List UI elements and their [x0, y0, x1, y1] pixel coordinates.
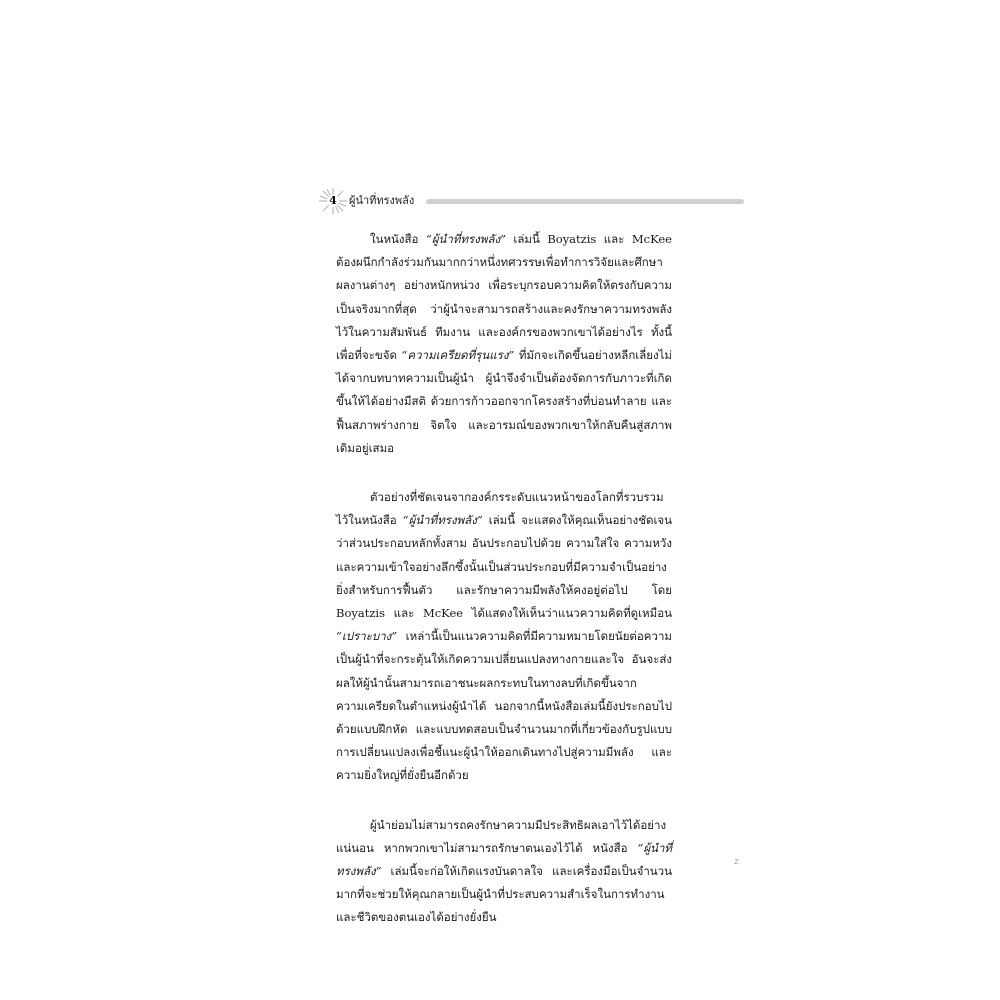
running-header: [318, 190, 748, 214]
page-number: 4: [329, 194, 337, 207]
paragraph-3: [336, 814, 672, 930]
paragraph-2-text: เล่มนี้ จะแสดงให้คุณเห็นอย่างชัดเจนว่าส่วนประกอบหลักทั้งสาม อันประกอบไปด้วย ความใส่ใจ ความหวัง และความเข้าใจอย่างลึกซึ้งนั้นเป็นส่วนประกอบที่มีความจำเป็นอย่างยิ่งสำหรับการฟื้นตัว และรักษาความมีพลังให้คงอยู่ต่อไป โดย Boyatzis และ McKee ได้แสดงให้เห็นว่าแนวความคิดที่ดูเหมือน: [336, 513, 672, 621]
book-title-emphasis: “ผู้นำที่ทรงพลัง”: [336, 840, 672, 879]
paragraph-3-text: เล่มนี้จะก่อให้เกิดแรงบันดาลใจ และเครื่องมือเป็นจำนวนมากที่จะช่วยให้คุณกลายเป็นผู้นำที่ประสบความสำเร็จในการทำงาน และชีวิตของตนเองได้อย่างยั่งยืน: [336, 864, 672, 925]
paragraph-1-text: ที่มักจะเกิดขึ้นอย่างหลีกเลี่ยงไม่ได้จากบทบาทความเป็นผู้นำ ผู้นำจึงจำเป็นต้องจัดการกับภาวะที่เกิดขึ้นให้ได้อย่างมีสติ ด้วยการก้าวออกจากโครงสร้างที่บ่อนทำลาย และฟื้นสภาพร่างกาย จิตใจ และอารมณ์ของพวกเขาให้กลับคืนสู่สภาพเดิมอยู่เสมอ: [336, 348, 672, 455]
book-title-emphasis: “ผู้นำที่ทรงพลัง”: [425, 232, 506, 246]
paragraph-2: [336, 486, 672, 788]
body-text: [336, 228, 672, 956]
paragraph-2-text: เหล่านี้เป็นแนวความคิดที่มีความหมายโดยนัยต่อความเป็นผู้นำที่จะกระตุ้นให้เกิดความเปลี่ยนแปลงทางกายและใจ อันจะส่งผลให้ผู้นำนั้นสามารถเอาชนะผลกระทบในทางลบที่เกิดขึ้นจากความเครียดในตำแหน่งผู้นำได้ นอกจากนี้หนังสือเล่มนี้ยังประกอบไปด้วยแบบฝึกหัด และแบบทดสอบเป็นจำนวนมากที่เกี่ยวข้องกับรูปแบบการเปลี่ยนแปลงเพื่อชี้แนะผู้นำให้ออกเดินทางไปสู่ความมีพลัง และความยิ่งใหญ่ที่ยั่งยืนอีกด้วย: [336, 629, 672, 783]
header-rule: [426, 199, 744, 204]
folio-mark: z: [734, 857, 739, 867]
paragraph-2-text: ตัวอย่างที่ชัดเจนจากองค์กรระดับแนวหน้าของโลกที่รวบรวมไว้ในหนังสือ: [336, 490, 664, 528]
emphasis-text: “ความเครียดที่รุนแรง”: [401, 348, 515, 363]
running-header-title: ผู้นำที่ทรงพลัง: [349, 194, 415, 207]
paragraph-3-text: ผู้นำย่อมไม่สามารถคงรักษาความมีประสิทธิผลเอาไว้ได้อย่างแน่นอน หากพวกเขาไม่สามารถรักษาตนเองไว้ได้ หนังสือ: [336, 817, 667, 855]
paragraph-1: [336, 228, 672, 460]
book-title-emphasis: “ผู้นำที่ทรงพลัง”: [402, 513, 483, 528]
emphasis-text: “เปราะบาง”: [336, 629, 398, 644]
paragraph-1-text: เล่มนี้ Boyatzis และ McKee ต้องผนึกกำลังร่วมกันมากกว่าหนึ่งทศวรรษเพื่อทำการวิจัยและศึกษาผลงานต่างๆ อย่างหนักหน่วง เพื่อระบุกรอบความคิดให้ตรงกับความเป็นจริงมากที่สุด ว่าผู้นำจะสามารถสร้างและคงรักษาความทรงพลังไว้ในความสัมพันธ์ ทีมงาน และองค์กรของพวกเขาได้อย่างไร ทั้งนี้เพื่อที่จะขจัด: [336, 232, 672, 363]
paragraph-1-text: ในหนังสือ: [370, 232, 426, 246]
